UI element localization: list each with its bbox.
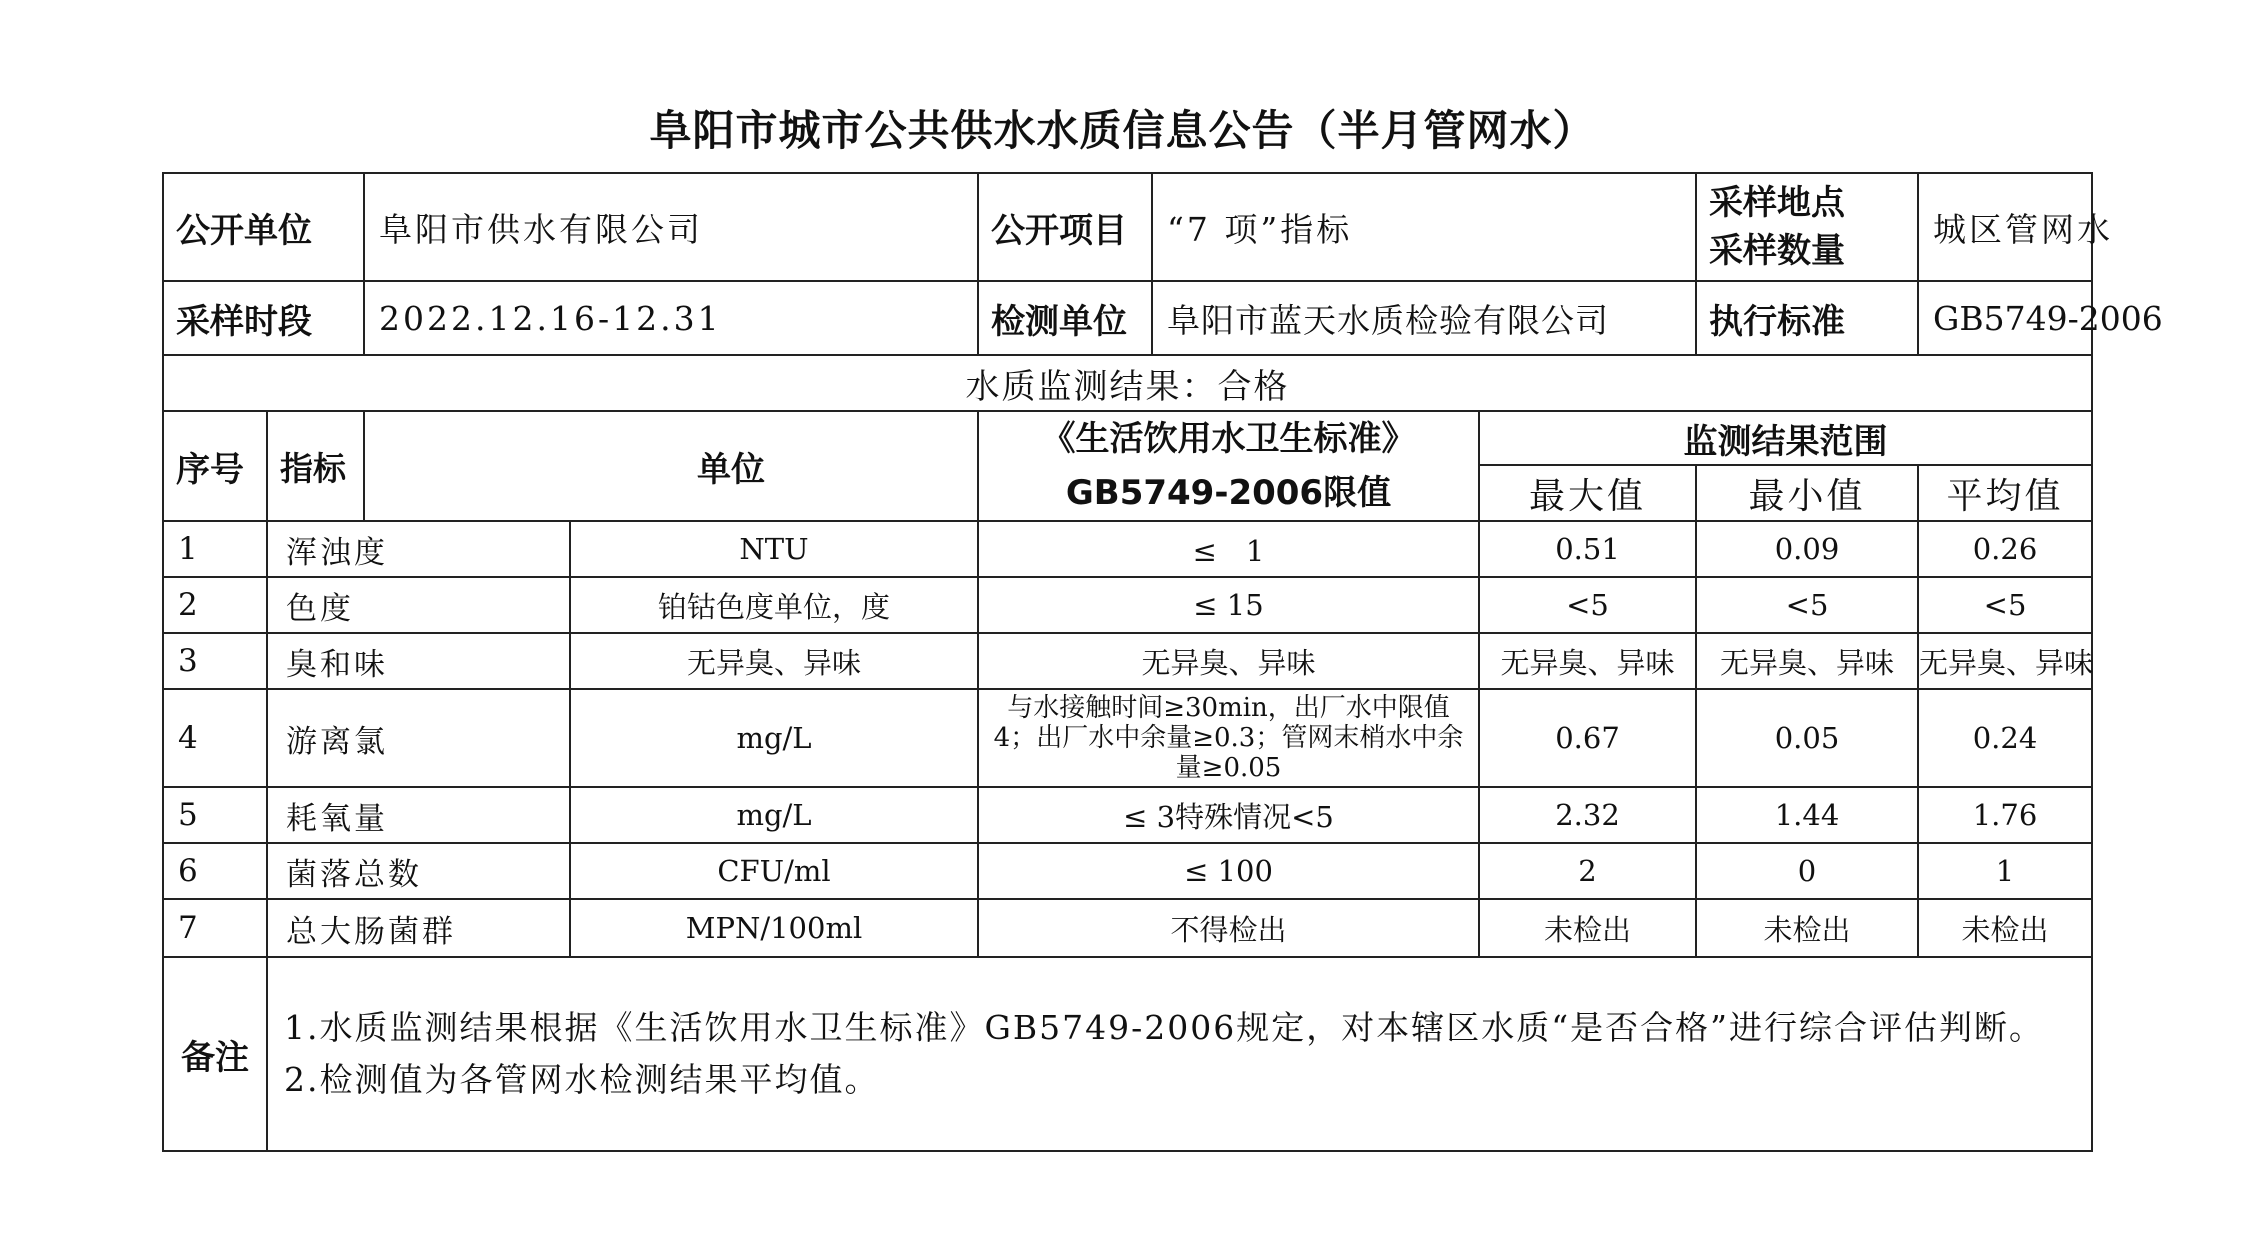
note-line-2: 2.检测值为各管网水检测结果平均值。 (284, 1060, 880, 1099)
site-label-1: 采样地点 (1709, 183, 1846, 223)
info-row-1 (163, 173, 2092, 281)
item-label: 公开项目 (979, 174, 1153, 280)
result-line: 水质监测结果：合格 (163, 355, 2092, 411)
site-label-2: 采样数量 (1709, 231, 1846, 271)
table-row (163, 577, 2092, 633)
row-limit: ≤ 1 (978, 521, 1479, 577)
header-range: 监测结果范围 (1479, 411, 2092, 465)
row-indicator: 总大肠菌群 (267, 899, 570, 957)
info-row-2 (163, 281, 2092, 355)
row-avg: 1 (1918, 843, 2092, 899)
site-label (1696, 173, 1918, 281)
row-min: 1.44 (1696, 787, 1918, 843)
row-unit: 铂钴色度单位，度 (570, 577, 978, 633)
period-label: 采样时段 (163, 281, 364, 355)
lab-cell (978, 281, 1696, 355)
row-min: 0.09 (1696, 521, 1918, 577)
row-indicator: 臭和味 (267, 633, 570, 689)
table-row (163, 843, 2092, 899)
header-min: 最小值 (1696, 465, 1918, 521)
note-line-1: 1.水质监测结果根据《生活饮用水卫生标准》GB5749-2006规定，对本辖区水质“是否合格”进行综合评估判断。 (284, 1008, 2044, 1047)
row-max: <5 (1479, 577, 1696, 633)
row-max: 0.67 (1479, 689, 1696, 787)
row-max: 0.51 (1479, 521, 1696, 577)
row-limit: ≤ 15 (978, 577, 1479, 633)
row-limit: 无异臭、异味 (978, 633, 1479, 689)
row-no: 3 (163, 633, 267, 689)
row-min: 0 (1696, 843, 1918, 899)
item-value: “7 项”指标 (1167, 209, 1353, 249)
notes-row (163, 957, 2092, 1151)
header-row-1 (163, 411, 2092, 465)
row-indicator: 浑浊度 (267, 521, 570, 577)
row-min: <5 (1696, 577, 1918, 633)
row-indicator: 耗氧量 (267, 787, 570, 843)
row-no: 5 (163, 787, 267, 843)
notes-content (267, 957, 2092, 1151)
publisher-value: 阜阳市供水有限公司 (364, 173, 978, 281)
header-no: 序号 (163, 411, 267, 521)
row-avg: 0.24 (1918, 689, 2092, 787)
row-max: 2 (1479, 843, 1696, 899)
std-label: 执行标准 (1696, 281, 1918, 355)
header-limit (978, 411, 1479, 521)
table-row (163, 787, 2092, 843)
row-limit: ≤ 3特殊情况<5 (978, 787, 1479, 843)
row-avg: 1.76 (1918, 787, 2092, 843)
table-row (163, 633, 2092, 689)
table-row (163, 521, 2092, 577)
row-no: 6 (163, 843, 267, 899)
row-min: 未检出 (1696, 899, 1918, 957)
header-unit: 单位 (364, 411, 978, 521)
row-avg: <5 (1918, 577, 2092, 633)
page-title: 阜阳市城市公共供水水质信息公告（半月管网水） (649, 106, 1596, 155)
water-quality-table (162, 172, 2163, 1152)
row-unit: MPN/100ml (570, 899, 978, 957)
row-limit: 不得检出 (978, 899, 1479, 957)
header-limit-1: 《生活饮用水卫生标准》 (1041, 419, 1416, 459)
row-no: 1 (163, 521, 267, 577)
row-avg: 无异臭、异味 (1918, 633, 2092, 689)
period-value: 2022.12.16-12.31 (364, 281, 978, 355)
header-indicator: 指标 (267, 411, 364, 521)
row-unit: CFU/ml (570, 843, 978, 899)
header-avg: 平均值 (1918, 465, 2092, 521)
std-value: GB5749-2006 (1918, 281, 2092, 355)
row-indicator: 游离氯 (267, 689, 570, 787)
row-unit: NTU (570, 521, 978, 577)
notes-label: 备注 (163, 957, 267, 1151)
lab-label: 检测单位 (979, 282, 1153, 354)
header-max: 最大值 (1479, 465, 1696, 521)
row-max: 2.32 (1479, 787, 1696, 843)
item-cell (978, 173, 1696, 281)
row-no: 2 (163, 577, 267, 633)
row-indicator: 色度 (267, 577, 570, 633)
row-limit: 与水接触时间≥30min，出厂水中限值4；出厂水中余量≥0.3；管网末梢水中余量≥0.05 (978, 689, 1479, 787)
row-avg: 0.26 (1918, 521, 2092, 577)
row-indicator: 菌落总数 (267, 843, 570, 899)
result-row (163, 355, 2092, 411)
site-value: 城区管网水 (1918, 173, 2092, 281)
row-unit: mg/L (570, 787, 978, 843)
row-max: 未检出 (1479, 899, 1696, 957)
lab-value: 阜阳市蓝天水质检验有限公司 (1167, 300, 1609, 340)
row-no: 7 (163, 899, 267, 957)
row-min: 无异臭、异味 (1696, 633, 1918, 689)
row-limit: ≤ 100 (978, 843, 1479, 899)
header-limit-2: GB5749-2006限值 (1065, 473, 1392, 513)
table-row (163, 689, 2092, 787)
row-max: 无异臭、异味 (1479, 633, 1696, 689)
table-row (163, 899, 2092, 957)
publisher-label: 公开单位 (163, 173, 364, 281)
row-unit: mg/L (570, 689, 978, 787)
row-min: 0.05 (1696, 689, 1918, 787)
row-avg: 未检出 (1918, 899, 2092, 957)
row-no: 4 (163, 689, 267, 787)
row-unit: 无异臭、异味 (570, 633, 978, 689)
